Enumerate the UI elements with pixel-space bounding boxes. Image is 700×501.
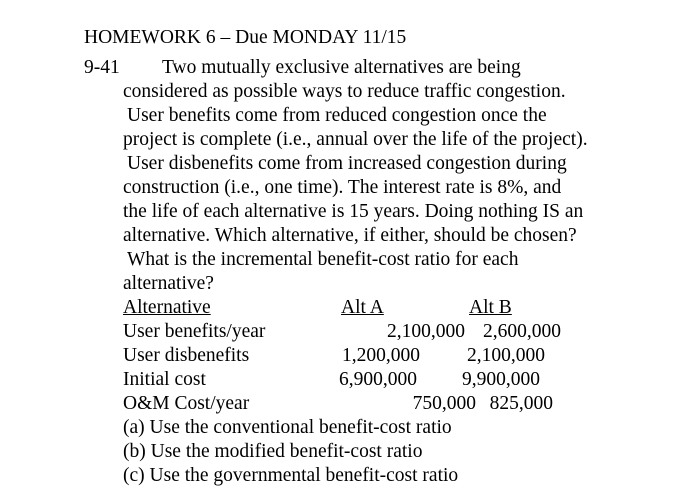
question-b: (b) Use the modified benefit-cost ratio [123, 441, 423, 462]
problem-line-9: What is the incremental benefit-cost ratio for each [127, 249, 519, 270]
table-row-label: User benefits/year [123, 321, 266, 342]
table-row-label: O&M Cost/year [123, 393, 250, 414]
table-cell-alt-a: 1,200,000 [342, 345, 420, 366]
problem-line-7: the life of each alternative is 15 years. Doing nothing IS an [123, 201, 584, 222]
problem-line-8: alternative. Which alternative, if either, should be chosen? [123, 225, 577, 246]
question-a: (a) Use the conventional benefit-cost ratio [123, 417, 452, 438]
problem-line-5: User disbenefits come from increased congestion during [127, 153, 567, 174]
table-row-label: User disbenefits [123, 345, 250, 366]
question-c: (c) Use the governmental benefit-cost ratio [123, 465, 459, 486]
table-header-alt-a: Alt A [341, 297, 384, 318]
table-row-label: Initial cost [123, 369, 206, 390]
table-header-alternative: Alternative [123, 297, 211, 318]
problem-line-6: construction (i.e., one time). The interest rate is 8%, and [123, 177, 562, 198]
table-cell-alt-b: 2,600,000 [483, 321, 561, 342]
problem-line-3: User benefits come from reduced congestion once the [127, 105, 547, 126]
problem-line-1: Two mutually exclusive alternatives are being [162, 57, 521, 78]
table-cell-alt-a: 750,000 [412, 393, 476, 414]
problem-line-10: alternative? [123, 273, 214, 294]
table-header-alt-b: Alt B [469, 297, 512, 318]
problem-line-4: project is complete (i.e., annual over the life of the project). [123, 129, 588, 150]
table-cell-alt-a: 6,900,000 [339, 369, 417, 390]
problem-line-2: considered as possible ways to reduce traffic congestion. [123, 81, 566, 102]
table-cell-alt-b: 9,900,000 [462, 369, 540, 390]
problem-number: 9-41 [84, 57, 120, 78]
table-cell-alt-b: 2,100,000 [467, 345, 545, 366]
table-cell-alt-b: 825,000 [489, 393, 553, 414]
homework-title: HOMEWORK 6 – Due MONDAY 11/15 [84, 27, 407, 48]
table-cell-alt-a: 2,100,000 [387, 321, 465, 342]
